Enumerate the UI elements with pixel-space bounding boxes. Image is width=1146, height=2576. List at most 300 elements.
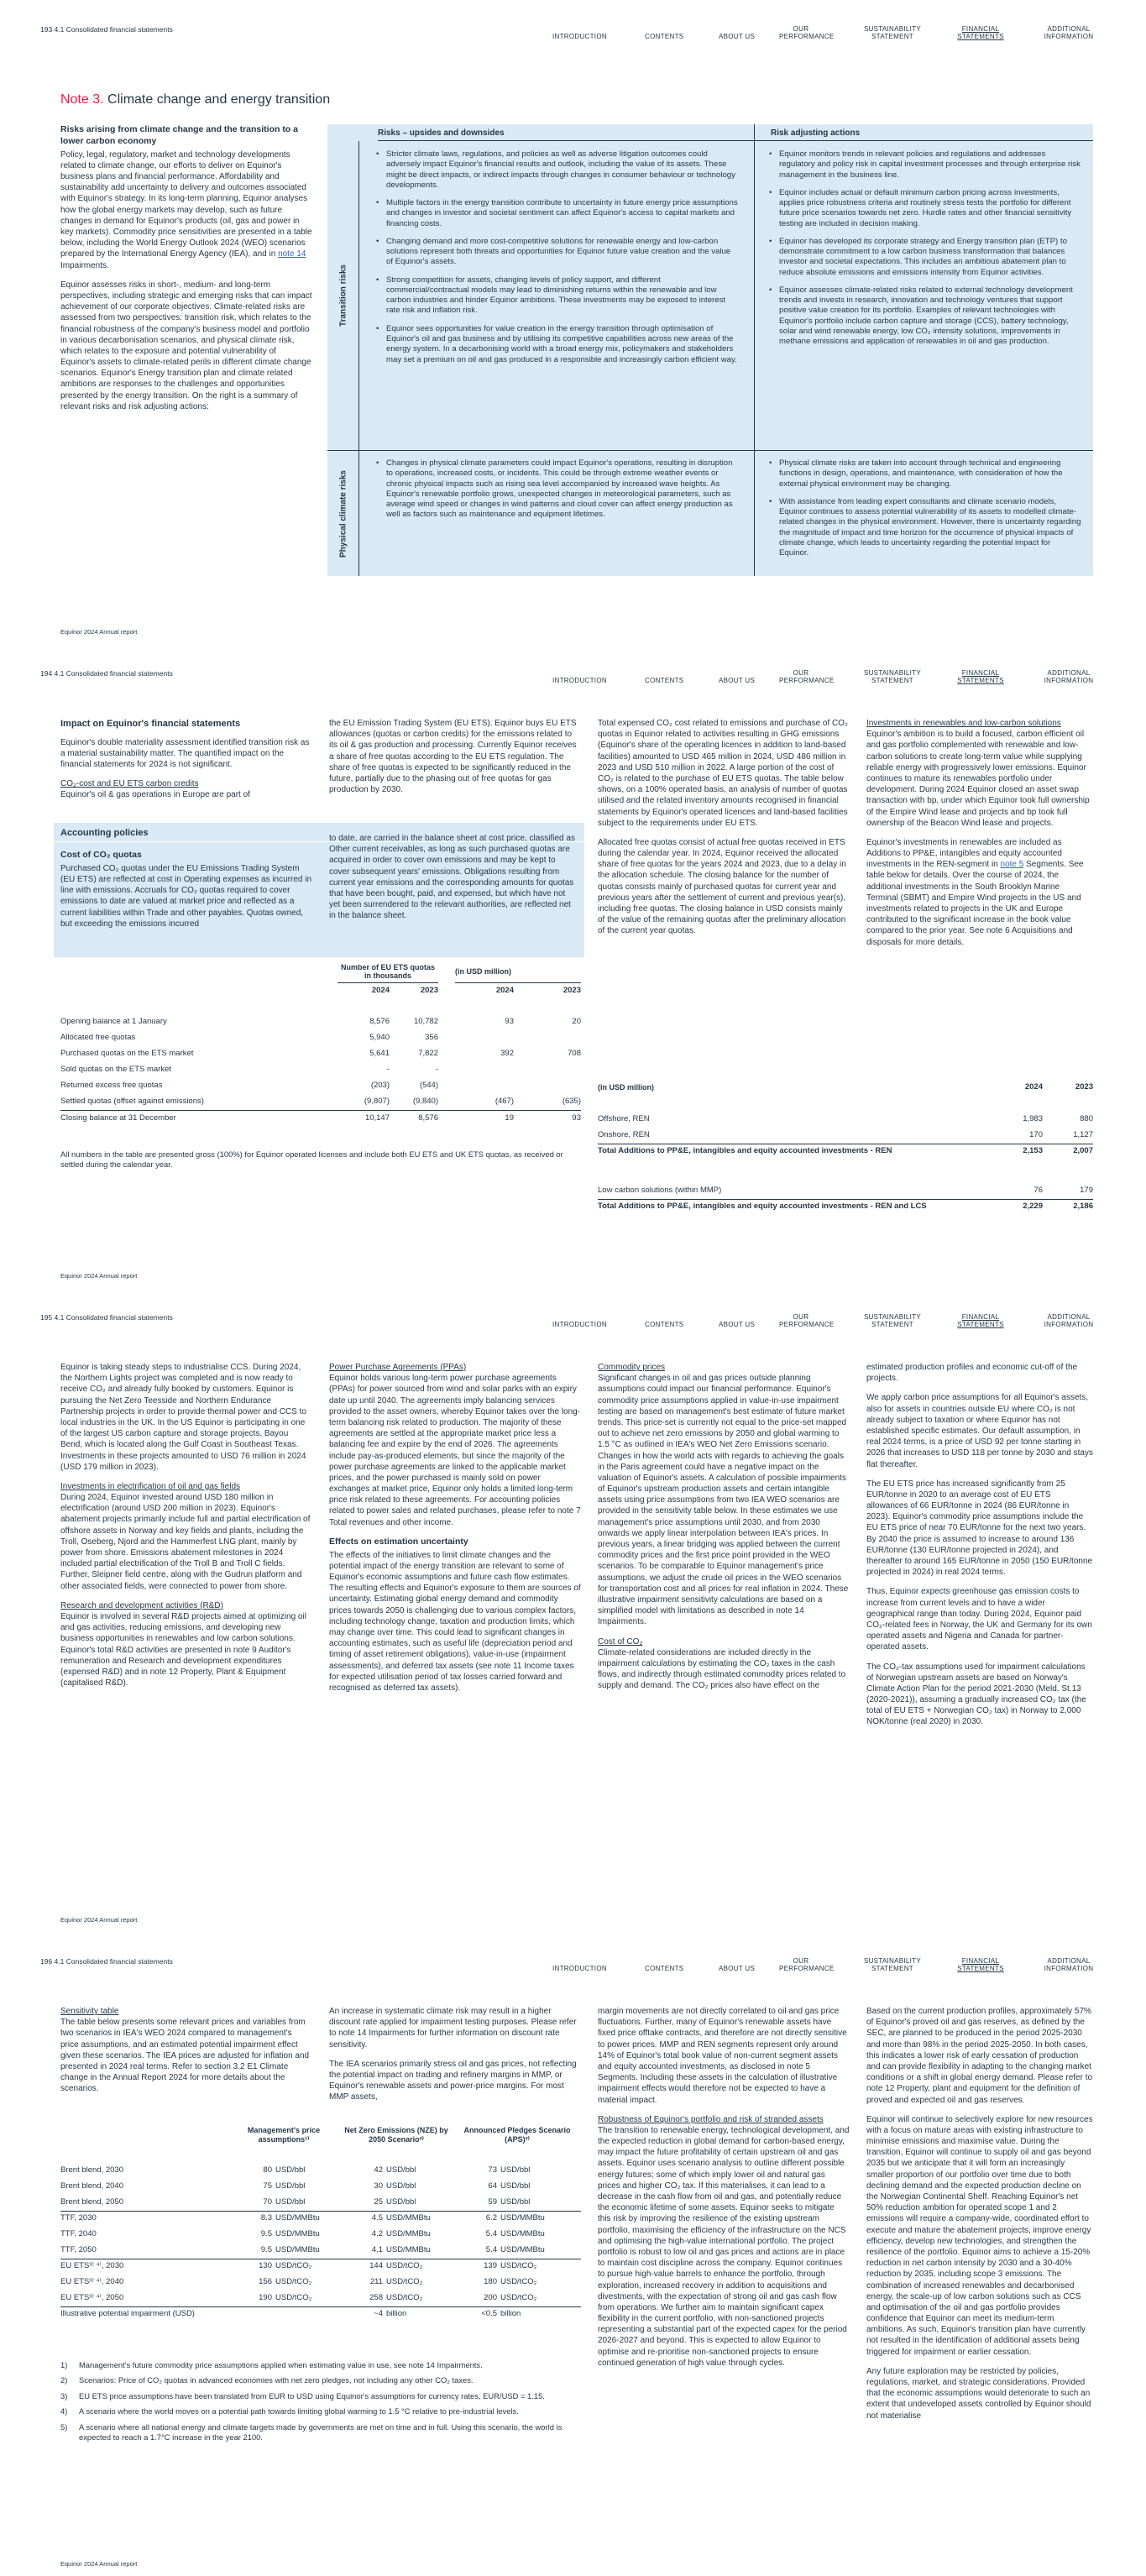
discount-paragraph: An increase in systematic climate risk may result in a higher discount rate applied for impairment testing purposes. Please refer to note 14 Impairments for further information on discount rate sensitivity. — [329, 2007, 577, 2050]
estimation-uncertainty-heading: Effects on estimation uncertainty — [329, 1536, 468, 1547]
mgmt-header: Management's price assumptions¹⁾ — [247, 2126, 321, 2144]
table-cell: USD/tCO₂ — [275, 2292, 312, 2302]
commodity-paragraph: Significant changes in oil and gas prices outside planning assumptions could impact our financial performance. Equinor's commodity price assumptions applied in value-in-use impairment testing are based on management's best estimate of future market trends. This price-set is currently not equal to the price-set mapped out to achieve net zero emissions by 2050 and global warming to 1.5 °C as outlined in IEA's WEO Net Zero Emissions scenario. Changes in how the world acts with regards to achieving the goals in the Paris agreement could have a negative impact on the valuation of Equinor's assets. A calculation of possible impairments of Equinor's upstream production assets and certain intangible assets using price assumptions from two IEA WEO scenarios are provided in the sensitivity table below. In these estimates we use management's price assumptions until 2030, and from 2030 onwards we apply linear interpolation between IEA's prices. In previous years, a linear bridging was applied between the current commodity prices and the first price point provided in the WEO scenarios. To be comparable to Equinor management's price assumptions, we adjust the crude oil prices in the WEO scenarios for transportation cost and all prices for real inflation in 2024. These illustrative impairment sensitivity calculations are based on a simplified model with limitations as described in note 14 Impairments. — [598, 1374, 849, 1627]
margin-column — [598, 2006, 850, 2377]
table-cell: USD/tCO₂ — [386, 2277, 423, 2287]
table-cell: 1,127 — [1073, 1129, 1093, 1139]
ccs-column — [60, 1362, 312, 1697]
table-row — [60, 2306, 581, 2322]
table-row — [60, 2163, 581, 2179]
table-cell: 5,940 — [369, 1033, 390, 1043]
top-nav — [40, 662, 1106, 684]
row-label: Closing balance at 31 December — [60, 1110, 338, 1126]
footnote-text: A scenario where the world moves on a potential path towards limiting global warming to 1.5 °C relative to pre-industrial levels. — [79, 2406, 519, 2416]
nav-about-us[interactable]: ABOUT US — [719, 1964, 756, 1972]
physical-risks-label: Physical climate risks — [338, 469, 348, 558]
robustness-heading: Robustness of Equinor's portfolio and risk of stranded assets — [598, 2114, 824, 2124]
table-cell: USD/tCO₂ — [275, 2277, 312, 2287]
page-header — [40, 1306, 1106, 1332]
nav-about-us[interactable]: ABOUT US — [719, 676, 756, 684]
discount-column — [329, 2006, 581, 2112]
row-label: TTF, 2030 — [60, 2211, 228, 2227]
commodity-heading: Commodity prices — [598, 1363, 666, 1372]
nav-financial[interactable]: FINANCIAL STATEMENTS — [957, 1956, 1004, 1972]
ets-column — [329, 718, 581, 804]
footnote — [60, 2406, 581, 2416]
table-cell — [514, 1062, 581, 1078]
footnote-number: 3) — [60, 2390, 68, 2401]
quota-table — [60, 963, 581, 1126]
table-cell — [514, 1030, 581, 1046]
table-cell: USD/bbl — [275, 2165, 306, 2175]
nav-our-performance[interactable]: OUR PERFORMANCE — [779, 668, 835, 684]
footnote-number: 5) — [60, 2422, 68, 2432]
table-cell: (544) — [419, 1081, 438, 1091]
risks-heading: Risks arising from climate change and the transition to a lower carbon economy — [60, 124, 298, 146]
table-cell: USD/tCO₂ — [272, 2259, 339, 2275]
row-label: EU ETS³⁾ ⁴⁾, 2030 — [60, 2259, 228, 2275]
footnote-number: 1) — [60, 2360, 68, 2369]
emissions-column — [598, 718, 850, 945]
table-cell: 7,822 — [418, 1049, 438, 1059]
table-cell: USD/MMBtu — [383, 2211, 453, 2227]
table-cell: 2,007 — [1043, 1144, 1093, 1160]
table-cell: USD/tCO₂ — [500, 2277, 537, 2287]
nav-additional[interactable]: ADDITIONAL INFORMATION — [1044, 1956, 1094, 1972]
row-label: Onshore, REN — [598, 1129, 650, 1139]
top-nav — [40, 1950, 1106, 1972]
table-cell: <0.5 — [453, 2306, 497, 2322]
table-cell: 4.2 — [371, 2229, 383, 2239]
footnote-number: 2) — [60, 2375, 68, 2385]
renewables-paragraph-1: Equinor's ambition is to build a focused, carbon efficient oil and gas portfolio complemented with renewable and low-carbon solutions to create long-term value while supplying reliable energy with progressively lower emissions. Equinor continues to mature its renewables portfolio under development. During 2024 Equinor closed an asset swap transaction with bp, under which Equinor took full ownership of the Empire Wind lease and projects and bp took full ownership of the Beacon Wind lease and projects. — [866, 730, 1090, 828]
nav-sustainability[interactable]: SUSTAINABILITY STATEMENT — [863, 1956, 922, 1972]
nav-sustainability[interactable]: SUSTAINABILITY STATEMENT — [863, 668, 922, 684]
table-cell: 19 — [455, 1110, 514, 1126]
nav-contents[interactable]: CONTENTS — [645, 1320, 684, 1328]
row-label: Brent blend, 2030 — [60, 2165, 124, 2175]
risks-column-header: Risks – upsides and downsides — [378, 124, 756, 141]
table-cell — [438, 1062, 455, 1078]
table-row — [60, 2179, 581, 2195]
bullet-item: • Equinor has developed its corporate strategy and Energy transition plan (ETP) to demonstrate commitment to a low carbon business transformation that balances investor and societal expectations. This includes an ambitious abatement plan to reduce absolute emissions and emissions intensity from Equinor activities. — [769, 237, 1081, 278]
table-cell: 9.5 — [260, 2229, 272, 2239]
cost-of-co2-heading: Cost of CO₂ quotas — [60, 850, 142, 860]
table-cell: USD/MMBtu — [275, 2244, 320, 2254]
table-row — [60, 1062, 581, 1078]
table-cell: USD/tCO₂ — [497, 2259, 581, 2275]
table-cell: 20 — [572, 1017, 581, 1027]
column-divider — [754, 124, 755, 576]
row-label: Allocated free quotas — [60, 1033, 136, 1043]
co2-paragraph: Equinor's oil & gas operations in Europe are part of — [60, 790, 250, 800]
nav-introduction[interactable]: INTRODUCTION — [552, 1964, 607, 1972]
table-cell: 2,186 — [1043, 1199, 1093, 1215]
sensitivity-column — [60, 2006, 312, 2103]
row-divider — [327, 450, 1093, 451]
table-cell: (9,807) — [364, 1097, 390, 1107]
ghg-costs-paragraph: Thus, Equinor expects greenhouse gas emission costs to increase from current levels and to have a wider geographical range than today. During 2024, Equinor paid CO₂-related fees in Norway, the UK and Germany for its own operated assets and Nigeria and Canada for partner-operated assets. — [866, 1587, 1092, 1652]
table-cell: (467) — [495, 1097, 514, 1107]
table-cell: 93 — [514, 1110, 581, 1126]
sensitivity-paragraph: The table below presents some relevant prices and variables from two scenarios in IEA's WEO 2024 compared to management's price assumptions, and an estimated potential impairment effect given these scenarios. The IEA prices are adjusted for inflation and presented in 2024 real terms. Refer to section 3.2 E1 Climate change in the Annual Report 2024 for more details about the scenarios. — [60, 2018, 310, 2094]
footnote — [60, 2391, 581, 2401]
accounting-policies-box — [54, 823, 584, 957]
nav-introduction[interactable]: INTRODUCTION — [552, 1320, 607, 1328]
renewables-column — [866, 718, 1093, 956]
page-footer: Equinor 2024 Annual report — [60, 628, 138, 636]
table-cell — [514, 1078, 581, 1094]
nav-our-performance[interactable]: OUR PERFORMANCE — [779, 1312, 835, 1328]
nav-financial[interactable]: FINANCIAL STATEMENTS — [957, 668, 1004, 684]
nav-introduction[interactable]: INTRODUCTION — [552, 32, 607, 40]
table-cell: USD/MMBtu — [275, 2229, 320, 2239]
table-cell: 139 — [453, 2259, 497, 2275]
spacer-row — [598, 1160, 1093, 1183]
ppa-heading: Power Purchase Agreements (PPAs) — [329, 1363, 467, 1372]
page-195 — [0, 1288, 1146, 1932]
footnote — [60, 2360, 581, 2370]
table-cell: 5.4 — [485, 2244, 497, 2254]
nav-introduction[interactable]: INTRODUCTION — [552, 676, 607, 684]
renewables-heading: Investments in renewables and low-carbon solutions — [866, 719, 1061, 728]
page-number: 195 4.1 Consolidated financial statements — [40, 1313, 173, 1322]
renewables-paragraph-2: Equinor's investments in renewables are included as Additions to PP&E, intangibles and equity accounted investments in the REN-segment in note 5 Segments. See table below for details. Over the course of 2024, the additional investments in the South Brooklyn Marine Terminal (SBMT) and Empire Wind projects in the US and investments related to projects in the UK and Europe contributed to the significant increase in the book value compared to the prior year. See note 6 Acquisitions and disposals for more details. — [866, 837, 1084, 947]
table-cell: USD/MMBtu — [500, 2229, 545, 2239]
ets-paragraph: the EU Emission Trading System (EU ETS). Equinor buys EU ETS allowances (quotas or carbon credits) for the emissions related to its oil & gas production and processing. Currently Equinor receives a share of free quotas according to the EU ETS regulation. The share of free quotas is expected to be significantly reduced in the future, partially due to the phasing out of free quotas for gas production by 2030. — [329, 719, 577, 795]
table-cell: USD/MMBtu — [497, 2211, 581, 2227]
table-cell: 708 — [568, 1049, 581, 1059]
emissions-paragraph: Total expensed CO₂ cost related to emissions and purchase of CO₂ quotas in Equinor related to activities resulting in GHG emissions (Equinor's share of the operating licences in addition to land-based facilities) amounted to USD 465 million in 2024, USD 486 million in 2023 and USD 510 million in 2022. A large portion of the cost of CO₂ is related to the purchase of EU ETS quotas. The table below shows, on a 100% operated basis, an analysis of number of quotas utilised and the related inventory amounts recognised in financial statements by Equinor's operated licences and land-based facilities subject to the requirements under EU ETS. — [598, 719, 848, 828]
box-col-1 — [60, 850, 312, 938]
table-cell: billion — [383, 2306, 453, 2322]
row-label: Total Additions to PP&E, intangibles and equity accounted investments - REN and LCS — [598, 1199, 992, 1215]
ren-table-header: (in USD million) — [598, 1082, 654, 1092]
table-row — [598, 1112, 1093, 1128]
table-cell: 5.4 — [485, 2229, 497, 2239]
commodity-column — [598, 1362, 850, 1699]
year-header: 2024 — [1024, 1082, 1043, 1092]
table-cell: USD/tCO₂ — [386, 2292, 423, 2302]
table-cell: 59 — [488, 2196, 497, 2207]
table-cell: 5,641 — [369, 1049, 390, 1059]
page-footer: Equinor 2024 Annual report — [60, 2560, 138, 2568]
table-row — [598, 1199, 1093, 1215]
table-cell: USD/tCO₂ — [383, 2259, 453, 2275]
page-193 — [0, 0, 1146, 644]
page-194 — [0, 644, 1146, 1288]
table-row — [60, 1030, 581, 1046]
table-cell: 9.5 — [260, 2244, 272, 2254]
year-header: 2024 — [371, 985, 390, 995]
electrification-paragraph: During 2024, Equinor invested around USD 180 million in electrification (around USD 200 million in 2023). Equinor's abatement projects primarily include full and partial electrification of offshore assets in Norway and key fields and plants, including the Troll, Oseberg, Njord and the Hammerfest LNG plant, mainly by power from shore. Emissions abatement milestones in 2024 included partial electrification of the Troll B and Troll C fields. Further, Sleipner field centre, along with the Gudrun platform and other associated fields, were connected to power from shore. — [60, 1493, 311, 1591]
table-cell: USD/MMBtu — [500, 2244, 545, 2254]
table-cell: (203) — [370, 1081, 390, 1091]
table-cell: USD/bbl — [386, 2196, 416, 2207]
table-cell: 144 — [339, 2259, 383, 2275]
row-label: EU ETS³⁾ ⁴⁾, 2050 — [60, 2292, 124, 2302]
table-row — [60, 1014, 581, 1030]
accounting-policies-title: Accounting policies — [60, 828, 149, 838]
nav-additional[interactable]: ADDITIONAL INFORMATION — [1044, 668, 1094, 684]
ppa-column — [329, 1362, 581, 1702]
table-cell: 156 — [259, 2277, 272, 2287]
nav-additional[interactable]: ADDITIONAL INFORMATION — [1044, 1312, 1094, 1328]
footnote-text: A scenario where all national energy and climate targets made by governments are met on time and in full. Using this scenario, the world is expected to reach a 1.7°C increase in the year 2100. — [79, 2422, 563, 2442]
page-header — [40, 18, 1106, 44]
renewables-table — [598, 1080, 1093, 1215]
nav-financial[interactable]: FINANCIAL STATEMENTS — [957, 24, 1004, 40]
footnote-text: Management's future commodity price assumptions applied when estimating value in use, see note 14 Impairments. — [79, 2360, 483, 2369]
nav-additional[interactable]: ADDITIONAL INFORMATION — [1044, 24, 1094, 40]
carbon-price-column — [866, 1362, 1093, 1736]
table-cell — [438, 1014, 455, 1030]
nav-contents[interactable]: CONTENTS — [645, 1964, 684, 1972]
table-cell: 8.3 — [228, 2211, 272, 2227]
page-number: 194 4.1 Consolidated financial statements — [40, 669, 173, 678]
iea-scenarios-paragraph: The IEA scenarios primarily stress oil and gas prices, not reflecting the potential impact on trading and refinery margins in MMP, or Equinor's renewable assets and power-price margins. For most MMP assets, — [329, 2059, 577, 2102]
carbon-price-paragraph: We apply carbon price assumptions for all Equinor's assets, also for assets in countries outside EU where CO₂ is not already subject to taxation or where Equinor has not established specific estimates. Our default assumption, in real 2024 terms, is a price of USD 92 per tonne starting in 2026 that increases to USD 118 per tonne by 2030 and stays flat thereafter. — [866, 1393, 1093, 1469]
table-cell: USD/bbl — [275, 2181, 306, 2191]
footnote-number: 4) — [60, 2406, 68, 2416]
note-title-text: Climate change and energy transition — [103, 92, 331, 107]
table-cell — [438, 1110, 455, 1126]
table-row — [60, 1094, 581, 1110]
table-cell: 190 — [259, 2292, 272, 2302]
year-header: 2023 — [1075, 1082, 1093, 1092]
page-footer: Equinor 2024 Annual report — [60, 1272, 138, 1280]
row-label: Brent blend, 2050 — [60, 2196, 124, 2207]
table-cell: 180 — [484, 2277, 497, 2287]
table-cell: 4.5 — [339, 2211, 383, 2227]
table-cell: (635) — [562, 1097, 581, 1107]
bullet-item: • Strong competition for assets, changing levels of policy support, and different commercial/contractual models may lead to diminishing returns within the renewable and low carbon industries and hinder Equinor ambitions. These investments may be exposed to interest rate risk and inflation risk. — [376, 275, 739, 317]
table-cell: 70 — [263, 2196, 272, 2207]
row-label: EU ETS³⁾ ⁴⁾, 2040 — [60, 2277, 124, 2287]
table-cell: ~4 — [339, 2306, 383, 2322]
table-cell: 170 — [1029, 1129, 1043, 1139]
table-cell — [228, 2306, 272, 2322]
row-label: Settled quotas (offset against emissions) — [60, 1097, 204, 1107]
table-cell: 8,576 — [369, 1017, 390, 1027]
table-cell: 1,983 — [1023, 1114, 1043, 1124]
nav-sustainability[interactable]: SUSTAINABILITY STATEMENT — [863, 24, 922, 40]
row-label: Sold quotas on the ETS market — [60, 1065, 172, 1075]
table-cell: USD/bbl — [275, 2196, 306, 2207]
page-number: 196 4.1 Consolidated financial statements — [40, 1957, 173, 1966]
bullet-item: • Equinor sees opportunities for value creation in the energy transition through optimisation of Equinor's oil and gas business and by utilising its competitive capabilities across new areas of the energy system. In a decarbonising world with a broad energy mix, policymakers and stakeholders may set a premium on oil and gas produced in a responsible and increasingly carbon efficient way. — [376, 324, 739, 365]
page-196 — [0, 1932, 1146, 2576]
table-cell: 258 — [369, 2292, 383, 2302]
table-cell: billion — [497, 2306, 581, 2322]
table-row — [598, 1183, 1093, 1199]
footnotes — [60, 2360, 581, 2448]
margin-paragraph: margin movements are not directly correlated to oil and gas price fluctuations. Further, many of Equinor's renewable assets have fixed price offtake contracts, and therefore are not directly sensitive to power prices. MMP and REN segments represent only around 14% of Equinor's total book value of non-current segment assets and equity accounted investments, as disclosed in note 5 Segments. Including these assets in the calculation of illustrative impairment effects would therefore not be expected to have a material impact. — [598, 2007, 847, 2105]
footnote-text: Scenarios: Price of CO₂ quotas in advanced economies with net zero pledges, not including any other CO₂ taxes. — [79, 2375, 474, 2385]
top-nav — [40, 18, 1106, 40]
quota-usd-header: (in USD million) — [455, 963, 581, 982]
nav-sustainability[interactable]: SUSTAINABILITY STATEMENT — [863, 1312, 922, 1328]
robustness-paragraph: The transition to renewable energy, technological development, and the expected reduction in global demand for carbon-based energy, may impact the future profitability of certain upstream oil and gas assets. Equinor uses scenario analysis to outline different possible energy futures; some of which imply lower oil and natural gas prices and higher CO₂ tax. If this materialises, it can lead to a decrease in the cash flow from oil and gas, and potentially reduce the economic lifetime of some assets. Equinor seeks to mitigate this risk by improving the resilience of the existing upstream portfolio, maximising the efficiency of the infrastructure on the NCS and optimising the high-value international portfolio. The project portfolio is robust to low oil and gas prices and actions are in place to maintain cost discipline across the company. Equinor continues to pursue high-value barrels to enhance the portfolio, through exploration, increased recovery in addition to acquisitions and divestments, with the expectation of strong oil and gas cash flow from operations. We further aim to maintain significant capex flexibility in the current portfolio, with non-sanctioned projects representing a substantial part of the expected capex for the period 2026-2027 and beyond. This is expected to allow Equinor to optimise and re-prioritise non-sanctioned projects to ensure continued generation of high value through cycles. — [598, 2125, 850, 2368]
transition-risks-label-cell — [327, 141, 359, 450]
note-title — [60, 91, 330, 108]
table-cell: 6.2 — [453, 2211, 497, 2227]
actions-column-header: Risk adjusting actions — [756, 124, 1093, 141]
table-row — [60, 1046, 581, 1062]
table-cell: 80 — [263, 2165, 272, 2175]
row-label: Brent blend, 2040 — [60, 2181, 124, 2191]
intro-column — [60, 124, 312, 421]
nav-financial[interactable]: FINANCIAL STATEMENTS — [957, 1312, 1004, 1328]
table-cell — [438, 1046, 455, 1062]
nav-our-performance[interactable]: OUR PERFORMANCE — [779, 1956, 835, 1972]
rd-heading: Research and development activities (R&D) — [60, 1600, 223, 1610]
table-cell: 2,153 — [992, 1144, 1043, 1160]
physical-risks-label-cell — [327, 451, 359, 576]
table-cell: 8,576 — [390, 1110, 438, 1126]
table-row — [60, 2227, 581, 2243]
table-row — [60, 1110, 581, 1126]
physical-actions-list — [769, 458, 1081, 566]
future-exploration-paragraph: Any future exploration may be restricted by policies, regulations, market, and strategic considerations. Provided that the economic assumptions would deteriorate to such an extent that undeveloped assets controlled by Equinor should not materialise — [866, 2366, 1091, 2421]
aps-header: Announced Pledges Scenario (APS)³⁾ — [463, 2126, 571, 2144]
table-cell: USD/bbl — [500, 2165, 531, 2175]
sensitivity-heading: Sensitivity table — [60, 2007, 119, 2016]
electrification-heading: Investments in electrification of oil and gas fields — [60, 1481, 240, 1491]
eu-ets-paragraph: The EU ETS price has increased significantly from 25 EUR/tonne in 2020 to an average cost of EU ETS allowances of 66 EUR/tonne in 2024 (86 EUR/tonne in 2023). Equinor's commodity price assumptions include the EU ETS price of near 70 EUR/tonne for the next two years. By 2040 the price is assumed to increase to around 136 EUR/tonne (130 EUR/tonne projected in 2024), and thereafter to around 165 EUR/tonne in 2050 (150 EUR/tonne projected in 2024) in real 2024 terms. — [866, 1479, 1093, 1578]
table-cell: 200 — [484, 2292, 497, 2302]
table-cell: 10,782 — [413, 1017, 438, 1027]
table-cell: 2,229 — [992, 1199, 1043, 1215]
nze-header: Net Zero Emissions (NZE) by 2050 Scenario²⁾ — [344, 2126, 448, 2144]
bullet-item: • Equinor monitors trends in relevant policies and regulations and addresses regulatory and policy risk in capital investment processes and through enterprise risk management in the business line. — [769, 149, 1081, 181]
table-cell: (9,840) — [412, 1097, 438, 1107]
box-col-2 — [329, 833, 578, 930]
page-header — [40, 662, 1106, 688]
rd-paragraph: Equinor is involved in several R&D projects aimed at optimizing oil and gas activities, reducing emissions, and developing new business opportunities in renewables and low carbon solutions. Equinor's total R&D activities are presented in note 9 Auditor's remuneration and Research and development expenditures (expensed R&D) and in note 12 Property, Plant & Equipment (capitalised R&D). — [60, 1611, 306, 1689]
table-row — [60, 2243, 581, 2259]
row-label: Offshore, REN — [598, 1114, 650, 1124]
table-cell: USD/bbl — [500, 2196, 531, 2207]
table-cell: USD/MMBtu — [386, 2229, 431, 2239]
table-cell: 211 — [369, 2277, 383, 2287]
production-profiles-paragraph: estimated production profiles and economic cut-off of the projects. — [866, 1363, 1078, 1384]
nav-about-us[interactable]: ABOUT US — [719, 1320, 756, 1328]
row-label: TTF, 2040 — [60, 2229, 97, 2239]
footnote — [60, 2375, 581, 2385]
exploration-paragraph: Equinor will continue to selectively explore for new resources with a focus on mature areas with existing infrastructure to minimise emissions and maximise value. During the transition, Equinor will continue to supply oil and gas beyond 2035 but we anticipate that it will form an increasingly smaller proportion of our portfolio over time due to both declining demand and the expected production decline on the Norwegian Continental Shelf. Reaching Equinor's net 50% reduction ambition for operated scope 1 and 2 emissions will require a company-wide, coordinated effort to execute and mature the abatement projects, improve energy efficiency, develop new technologies, and strengthen the resilience of the portfolio. Equinor aims to achieve a 15-20% reduction in net carbon intensity by 2030 and a 30-40% reduction by 2035, including scope 3 emissions. The combination of increased renewables and decarbonised energy, the scale-up of low carbon solutions such as CCS and optimisation of the oil and gas portfolio provides confidence that Equinor can meet its medium-term ambitions. As such, Equinor's transition plan have currently not resulted in the identification of additional assets being triggered for impairment or earlier cessation. — [866, 2114, 1093, 2357]
nav-our-performance[interactable]: OUR PERFORMANCE — [779, 24, 835, 40]
ppa-paragraph: Equinor holds various long-term power purchase agreements (PPAs) for power sourced from wind and solar parks with an expiry date up until 2040. The agreements imply balancing services provided to the asset owners, whereby Equinor takes over the long-term balancing risk related to production. The majority of these agreements are settled at the appropriate market price less a balancing fee and expire by the end of 2026. The agreements include pay-as-produced elements, but since the majority of the power purchase agreements are linked to the applicable market prices, and the power purchased is mainly sold on power exchanges at market price, Equinor only holds a limited long-term price risk related to these agreements. For accounting policies related to power sales and related purchases, please refer to note 7 Total revenues and other income. — [329, 1374, 581, 1527]
bullet-item: • Changes in physical climate parameters could impact Equinor's operations, resulting in disruption to operations, increased costs, or incidents. This could be through extreme weather events or chronic physical impacts such as rising sea level accompanied by increased wave heights. As Equinor's renewable portfolio grows, unexpected changes in meteorological parameters, such as average wind speed or changes in wind patterns and cloud cover can affect energy production as well as factors such as maintenance and equipment lifetimes. — [376, 458, 739, 521]
year-header: 2024 — [495, 985, 514, 995]
row-label: Illustrative potential impairment (USD) — [60, 2306, 228, 2322]
table-cell: USD/bbl — [500, 2181, 531, 2191]
cost-of-co2-paragraph: Climate-related considerations are included directly in the impairment calculations by estimating the CO₂ taxes in the cash flows, and indirectly through estimated commodity prices related to supply and demand. The CO₂ prices also have effect on the — [598, 1647, 846, 1691]
free-quotas-paragraph: Allocated free quotas consist of actual free quotas received in ETS during the calendar year. In 2024, Equinor received the allocated share of free quotas for the years 2024 and 2023, due to a delay in the allocation schedule. The closing balance for the number of quotas consists mainly of purchased quotas for current year and previous years after the settlement of current and previous year(s), including free quotas. The closing balance in USD consists mainly of the value of the remaining quotas after the preliminary allocation of the current year quotas. — [598, 837, 846, 936]
sensitivity-table — [60, 2118, 581, 2322]
note-5-link[interactable]: note 5 — [1000, 860, 1024, 870]
table-cell: 42 — [374, 2165, 383, 2175]
climate-risk-table — [327, 124, 1093, 576]
bullet-item: • Stricter climate laws, regulations, and policies as well as adverse litigation outcomes could adversely impact Equinor's financial results and outlook, including the value of its assets. These might be direct impacts, or indirect impacts through changes in consumer behaviour or technology developments. — [376, 149, 739, 191]
row-label: Purchased quotas on the ETS market — [60, 1049, 194, 1059]
transition-risks-list — [376, 149, 739, 373]
table-cell — [438, 1094, 455, 1110]
bullet-item: • With assistance from leading expert consultants and climate scenario models, Equinor continues to assess potential vulnerability of its assets to modelled climate-related changes in the physical environment. However, there is uncertainty regarding the magnitude of impact and time horizon for the occurrence of physical impacts of climate change, which leads to uncertainty regarding the potential impact for Equinor. — [769, 497, 1081, 559]
table-cell: 10,147 — [338, 1110, 390, 1126]
footnote-text: EU ETS price assumptions have been translated from EUR to USD using Equinor's assumptions for currency rates, EUR/USD = 1.15. — [79, 2390, 545, 2401]
transition-actions-list — [769, 149, 1081, 355]
bullet-item: • Physical climate risks are taken into account through technical and engineering functions in design, operations, and maintenance, with consideration of how the external physical environment may be changing. — [769, 458, 1081, 490]
table-cell: USD/MMBtu — [386, 2244, 431, 2254]
box-paragraph-1: Purchased CO₂ quotas under the EU Emissions Trading System (EU ETS) are reflected at cost in Operating expenses as incurred in line with emissions. Accruals for CO₂ quotas required to cover emissions to date are valued at market price and reflected as a current liabilities within Trade and other payables. Quotas owned, but exceeding the emissions incurred — [60, 863, 312, 929]
table-cell: 392 — [500, 1049, 514, 1059]
table-cell: 73 — [488, 2165, 497, 2175]
table-row — [598, 1128, 1093, 1144]
table-cell — [455, 1062, 514, 1078]
table-row — [60, 2211, 581, 2227]
footnote — [60, 2422, 581, 2443]
table-cell — [455, 1030, 514, 1046]
intro-paragraph: Policy, legal, regulatory, market and technology developments related to climate change, our efforts to deliver on Equinor's business plans and financial performance. Affordability and sustainability add uncertainty to delivery and outcomes associated with Equinor's strategy. In its long-term planning, Equinor analyses how the global energy markets may develop, such as future changes in demand for Equinor's products (oil, gas and power in key markets). Commodity price sensitivities are presented in a table below, including the World Energy Outlook 2024 (WEO) scenarios prepared by the International Energy Agency (IEA), and in note 14 Impairments. — [60, 149, 312, 270]
row-label: Total Additions to PP&E, intangibles and equity accounted investments - REN — [598, 1144, 992, 1160]
physical-risks-list — [376, 458, 739, 528]
table-cell — [598, 1160, 992, 1183]
year-header: 2023 — [563, 985, 581, 995]
cost-of-co2-heading: Cost of CO₂ — [598, 1636, 643, 1647]
table-row — [60, 2195, 581, 2211]
table-cell: 130 — [228, 2259, 272, 2275]
top-nav — [40, 1306, 1106, 1328]
page-number: 193 4.1 Consolidated financial statements — [40, 25, 173, 34]
table-cell: USD/bbl — [386, 2165, 416, 2175]
ccs-paragraph: Equinor is taking steady steps to industrialise CCS. During 2024, the Northern Lights project was completed and is now ready to receive CO₂ and already fully booked by customers. Equinor is pursuing the Net Zero Teesside and Northern Endurance Partnership projects in order to provide thermal power and CCS to local industries in the UK. In the US Equinor is participating in one of the largest US carbon capture and storage projects, Bayou Bend, which is located along the Gulf Coast in Southeast Texas. Investments in these projects amounted to USD 76 million in 2024 (USD 179 million in 2023). — [60, 1363, 306, 1472]
nav-contents[interactable]: CONTENTS — [645, 676, 684, 684]
note-14-link[interactable]: note 14 — [278, 249, 306, 259]
table-cell — [438, 1078, 455, 1094]
table-cell: 179 — [1080, 1185, 1093, 1195]
table-cell: USD/tCO₂ — [500, 2292, 537, 2302]
risk-assessment-paragraph: Equinor assesses risks in short-, medium- and long-term perspectives, including strategic and emerging risks that can impact achievement of our corporate objectives. Climate-related risks are assessed from two perspectives: transition risk, which relates to the financial robustness of the company's business model and portfolio in various decarbonisation scenarios, and physical climate risk, which relates to the exposure and potential vulnerability of Equinor's assets to climate-related perils in different climate change scenarios. Equinor's Energy transition plan and climate related ambitions are responses to the challenges and opportunities presented by the energy transition. On the right is a summary of relevant risks and risk adjusting actions: — [60, 280, 312, 411]
impact-paragraph: Equinor's double materiality assessment identified transition risk as a material sustainability matter. The quantified impact on the financial statements for 2024 is not significant. — [60, 737, 310, 769]
table-row — [60, 2275, 581, 2291]
table-row — [60, 2291, 581, 2306]
quota-table-note: All numbers in the table are presented gross (100%) for Equinor operated licenses and include both EU ETS and UK ETS quotas, as received or settled during the calendar year. — [60, 1149, 563, 1170]
table-cell — [438, 1030, 455, 1046]
table-row — [60, 2259, 581, 2275]
nav-contents[interactable]: CONTENTS — [645, 32, 684, 40]
page-footer: Equinor 2024 Annual report — [60, 1916, 138, 1924]
bullet-item: • Equinor includes actual or default minimum carbon pricing across investments, applies price robustness criteria and routinely stress tests the portfolio for different future price scenarios towards net zero. Hurdle rates and other financial sensitivity testing are included in decision making. — [769, 188, 1081, 229]
co2-cost-heading: CO₂-cost and EU ETS carbon credits — [60, 779, 199, 789]
table-cell: 4.1 — [371, 2244, 383, 2254]
transition-risks-label: Transition risks — [338, 264, 348, 327]
table-cell: 75 — [263, 2181, 272, 2191]
nav-about-us[interactable]: ABOUT US — [719, 32, 756, 40]
row-label: Opening balance at 1 January — [60, 1017, 167, 1027]
year-header: 2023 — [420, 985, 438, 995]
row-label: Low carbon solutions (within MMP) — [598, 1185, 722, 1195]
row-label: TTF, 2050 — [60, 2244, 97, 2254]
bullet-item: • Equinor assesses climate-related risks related to external technology development trends and invests in research, innovation and technology ventures that support positive value creation for its portfolio. Examples of relevant technologies with Equinor's portfolio include carbon capture and storage (CCS), battery technology, solar and wind renewable energy, low CO₂ intensity solutions, improvements in methane emissions and application of renewables in oil and gas production. — [769, 285, 1081, 348]
table-cell: 25 — [374, 2196, 383, 2207]
table-cell: 880 — [1080, 1114, 1093, 1124]
row-label: Returned excess free quotas — [60, 1081, 163, 1091]
table-cell: USD/MMBtu — [272, 2211, 339, 2227]
table-row — [60, 1078, 581, 1094]
page-header — [40, 1950, 1106, 1976]
